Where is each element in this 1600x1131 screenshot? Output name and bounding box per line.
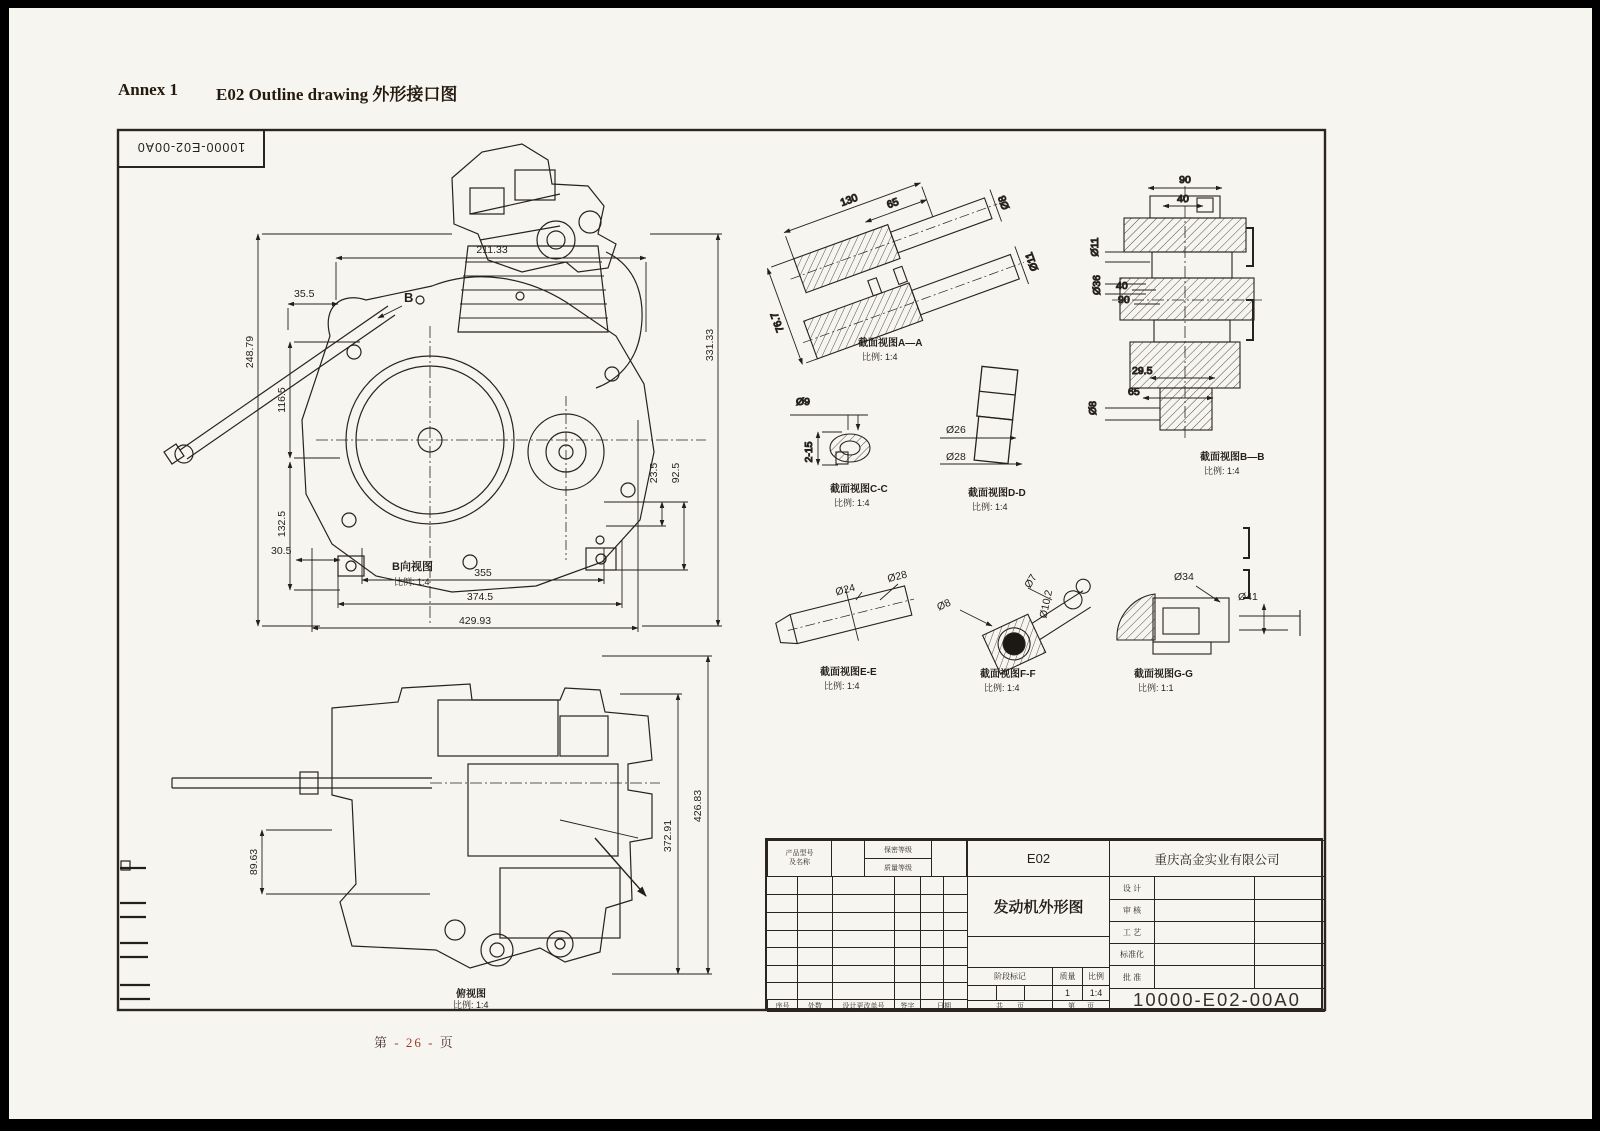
dim-dd-dia28: Ø28 <box>946 451 966 463</box>
product-label-1: 产品型号 <box>785 850 814 858</box>
frame-tick-marks <box>120 861 150 999</box>
dim-ff-dia7: Ø7 <box>1022 572 1040 591</box>
front-view-label: B向视图 <box>392 561 433 573</box>
section-ee-scale: 比例: 1:4 <box>824 681 860 691</box>
model-cell <box>967 840 1110 877</box>
dim-bb-dia11: Ø11 <box>1089 237 1101 257</box>
dim-132-5: 132.5 <box>276 510 288 538</box>
role-approve: 批 准 <box>1122 972 1142 982</box>
drawing-number: 10000-E02-00A0 <box>1133 989 1301 1010</box>
change-doc-cell <box>832 999 895 1012</box>
ratio-header-cell <box>1082 967 1110 986</box>
dim-bb-65: 65 <box>1128 386 1140 398</box>
footer-prefix: 第 <box>374 1035 390 1050</box>
stage-label: 阶段标记 <box>994 972 1026 981</box>
page-label: 第 <box>1068 1003 1075 1010</box>
stage-mark-cell <box>967 985 997 1001</box>
dim-bb-90: 90 <box>1179 174 1191 186</box>
dim-ee-dia28: Ø28 <box>886 568 909 586</box>
dim-dd-dia26: Ø26 <box>946 424 966 436</box>
dim-30-5: 30.5 <box>271 545 292 557</box>
role-process: 工 艺 <box>1122 928 1142 937</box>
role-process-cell <box>1109 921 1155 944</box>
count-header-cell <box>797 999 833 1012</box>
dim-ff-dia10-2: Ø10.2 <box>1037 588 1056 620</box>
page-title: E02 Outline drawing 外形接口图 <box>215 85 458 104</box>
dim-372-91: 372.91 <box>662 819 674 853</box>
dim-248-79: 248.79 <box>244 335 256 369</box>
dim-cc-dia9: Ø9 <box>796 396 811 408</box>
role-design: 设 计 <box>1122 883 1142 893</box>
mass-label: 质量 <box>1059 972 1076 981</box>
dim-92-5: 92.5 <box>670 462 682 484</box>
mass-value-cell <box>1052 985 1083 1001</box>
footer-suffix: 页 <box>439 1035 455 1050</box>
role-standard-cell <box>1109 943 1155 966</box>
ratio-value: 1:4 <box>1089 988 1103 998</box>
annex-label: Annex 1 <box>118 80 178 99</box>
dim-gg-dia41: Ø41 <box>1238 591 1258 603</box>
dim-bb-40: 40 <box>1177 193 1189 205</box>
quality-cell <box>864 858 932 877</box>
total-pages-label: 页 <box>1017 1003 1024 1010</box>
section-cc-label: 截面视图C-C <box>830 484 888 495</box>
section-gg-scale: 比例: 1:1 <box>1138 683 1174 693</box>
dim-bb-29-5: 29.5 <box>1132 365 1153 377</box>
model-code: E02 <box>1026 851 1051 866</box>
engine-front-view <box>164 144 706 624</box>
sign-cell <box>894 999 921 1012</box>
role-check-cell <box>1109 899 1155 922</box>
quality-label: 质量等级 <box>884 864 912 872</box>
product-label-2: 及名称 <box>789 858 810 866</box>
section-ee-label: 截面视图E-E <box>820 667 877 678</box>
drawing-name-cell <box>967 876 1110 937</box>
ratio-label: 比例 <box>1088 972 1104 981</box>
dim-cc-2-15: 2-15 <box>803 441 815 463</box>
stage-mark-cell <box>1024 985 1053 1001</box>
section-gg-label: 截面视图G-G <box>1134 669 1193 680</box>
date-label: 日期 <box>937 1002 951 1010</box>
dim-bb-40b: 40 <box>1116 280 1128 292</box>
section-dd-scale: 比例: 1:4 <box>972 502 1008 512</box>
company-cell <box>1109 840 1325 877</box>
section-dd-label: 截面视图D-D <box>968 488 1026 499</box>
dim-bb-90b: 90 <box>1118 294 1130 306</box>
section-bb-label: 截面视图B—B <box>1200 452 1265 463</box>
role-approve-cell <box>1109 965 1155 989</box>
section-dd <box>940 366 1026 512</box>
dim-211-33: 211.33 <box>476 244 508 256</box>
mass-header-cell <box>1052 967 1083 986</box>
dim-355: 355 <box>474 567 492 579</box>
section-marker-b: B <box>404 290 414 305</box>
dim-bb-dia36: Ø36 <box>1091 275 1103 295</box>
dim-35-5: 35.5 <box>294 288 315 300</box>
section-ff <box>935 572 1108 693</box>
section-bb-scale: 比例: 1:4 <box>1204 466 1240 476</box>
dim-bb-dia8: Ø8 <box>1087 400 1099 416</box>
section-gg <box>1117 571 1300 693</box>
empty-cell <box>931 840 967 877</box>
role-check: 审 核 <box>1122 906 1142 915</box>
dim-374-5: 374.5 <box>466 591 494 603</box>
total-pages-cell <box>967 1000 1053 1012</box>
section-ff-label: 截面视图F-F <box>980 669 1036 680</box>
dim-ee-dia24: Ø24 <box>834 581 857 599</box>
front-view-scale: 比例: 1:4 <box>394 577 430 587</box>
title-block <box>765 838 1323 1010</box>
seq-label: 序号 <box>775 1002 790 1010</box>
dim-331-33: 331.33 <box>704 328 716 362</box>
empty-cell <box>831 840 865 877</box>
stage-mark-cell <box>996 985 1025 1001</box>
dim-aa-130: 130 <box>838 191 860 210</box>
section-aa <box>739 141 1045 371</box>
top-view-dimensions <box>262 656 712 974</box>
dim-aa-dia8: Ø8 <box>996 193 1013 212</box>
drawing-name: 发动机外形图 <box>993 899 1084 916</box>
seq-header-cell <box>767 999 798 1012</box>
output-shaft <box>172 772 432 794</box>
drawing-number-cell <box>1109 988 1325 1012</box>
dim-429-93: 429.93 <box>458 615 492 627</box>
dim-23-5: 23.5 <box>648 462 660 484</box>
count-label: 处数 <box>808 1002 822 1010</box>
role-design-cell <box>1109 876 1155 900</box>
footer-page-number: - 26 - <box>394 1035 435 1050</box>
empty-cell <box>967 936 1110 968</box>
page-footer <box>374 1032 455 1051</box>
engine-top-view <box>172 684 660 968</box>
dim-aa-65: 65 <box>885 195 901 212</box>
dim-ff-dia8: Ø8 <box>935 596 953 614</box>
product-label-cell <box>767 840 832 877</box>
frame-code-rotated: 10000-E02-00A0 <box>136 140 246 154</box>
top-view-scale: 比例: 1:4 <box>453 1000 489 1010</box>
engine-top-outline <box>332 684 652 968</box>
bolt-bosses <box>342 292 635 569</box>
change-doc-label: 设计更改单号 <box>842 1002 885 1010</box>
section-ee <box>772 569 921 691</box>
crankcase-outline <box>302 277 654 592</box>
dim-aa-76-7: 76.7 <box>768 310 787 334</box>
dim-116-5: 116.5 <box>276 387 288 413</box>
company-name: 重庆高金实业有限公司 <box>1154 852 1280 867</box>
cylinder-block <box>458 246 608 332</box>
section-ff-scale: 比例: 1:4 <box>984 683 1020 693</box>
intake-pipe <box>596 252 642 388</box>
top-view-label: 俯视图 <box>456 989 486 1000</box>
date-cell <box>920 999 968 1012</box>
section-bb <box>1087 174 1264 598</box>
secrecy-cell <box>864 840 932 859</box>
section-cc-scale: 比例: 1:4 <box>834 498 870 508</box>
section-cc <box>790 396 888 508</box>
section-aa-label: 截面视图A—A <box>858 338 923 349</box>
mass-value: 1 <box>1064 988 1070 998</box>
section-aa-scale: 比例: 1:4 <box>862 352 898 362</box>
sign-label: 签字 <box>900 1002 915 1010</box>
secrecy-label: 保密等级 <box>884 846 912 854</box>
total-label: 共 <box>996 1003 1003 1010</box>
dim-426-83: 426.83 <box>692 789 704 823</box>
page-pages-label: 页 <box>1087 1003 1094 1010</box>
stage-header-cell <box>967 967 1053 986</box>
ratio-value-cell <box>1082 985 1110 1001</box>
dim-gg-dia34: Ø34 <box>1174 571 1194 583</box>
dim-aa-dia11: Ø11 <box>1023 250 1041 273</box>
page-number-cell <box>1052 1000 1110 1012</box>
role-standard: 标准化 <box>1120 950 1144 959</box>
dim-89-63: 89.63 <box>248 848 260 876</box>
